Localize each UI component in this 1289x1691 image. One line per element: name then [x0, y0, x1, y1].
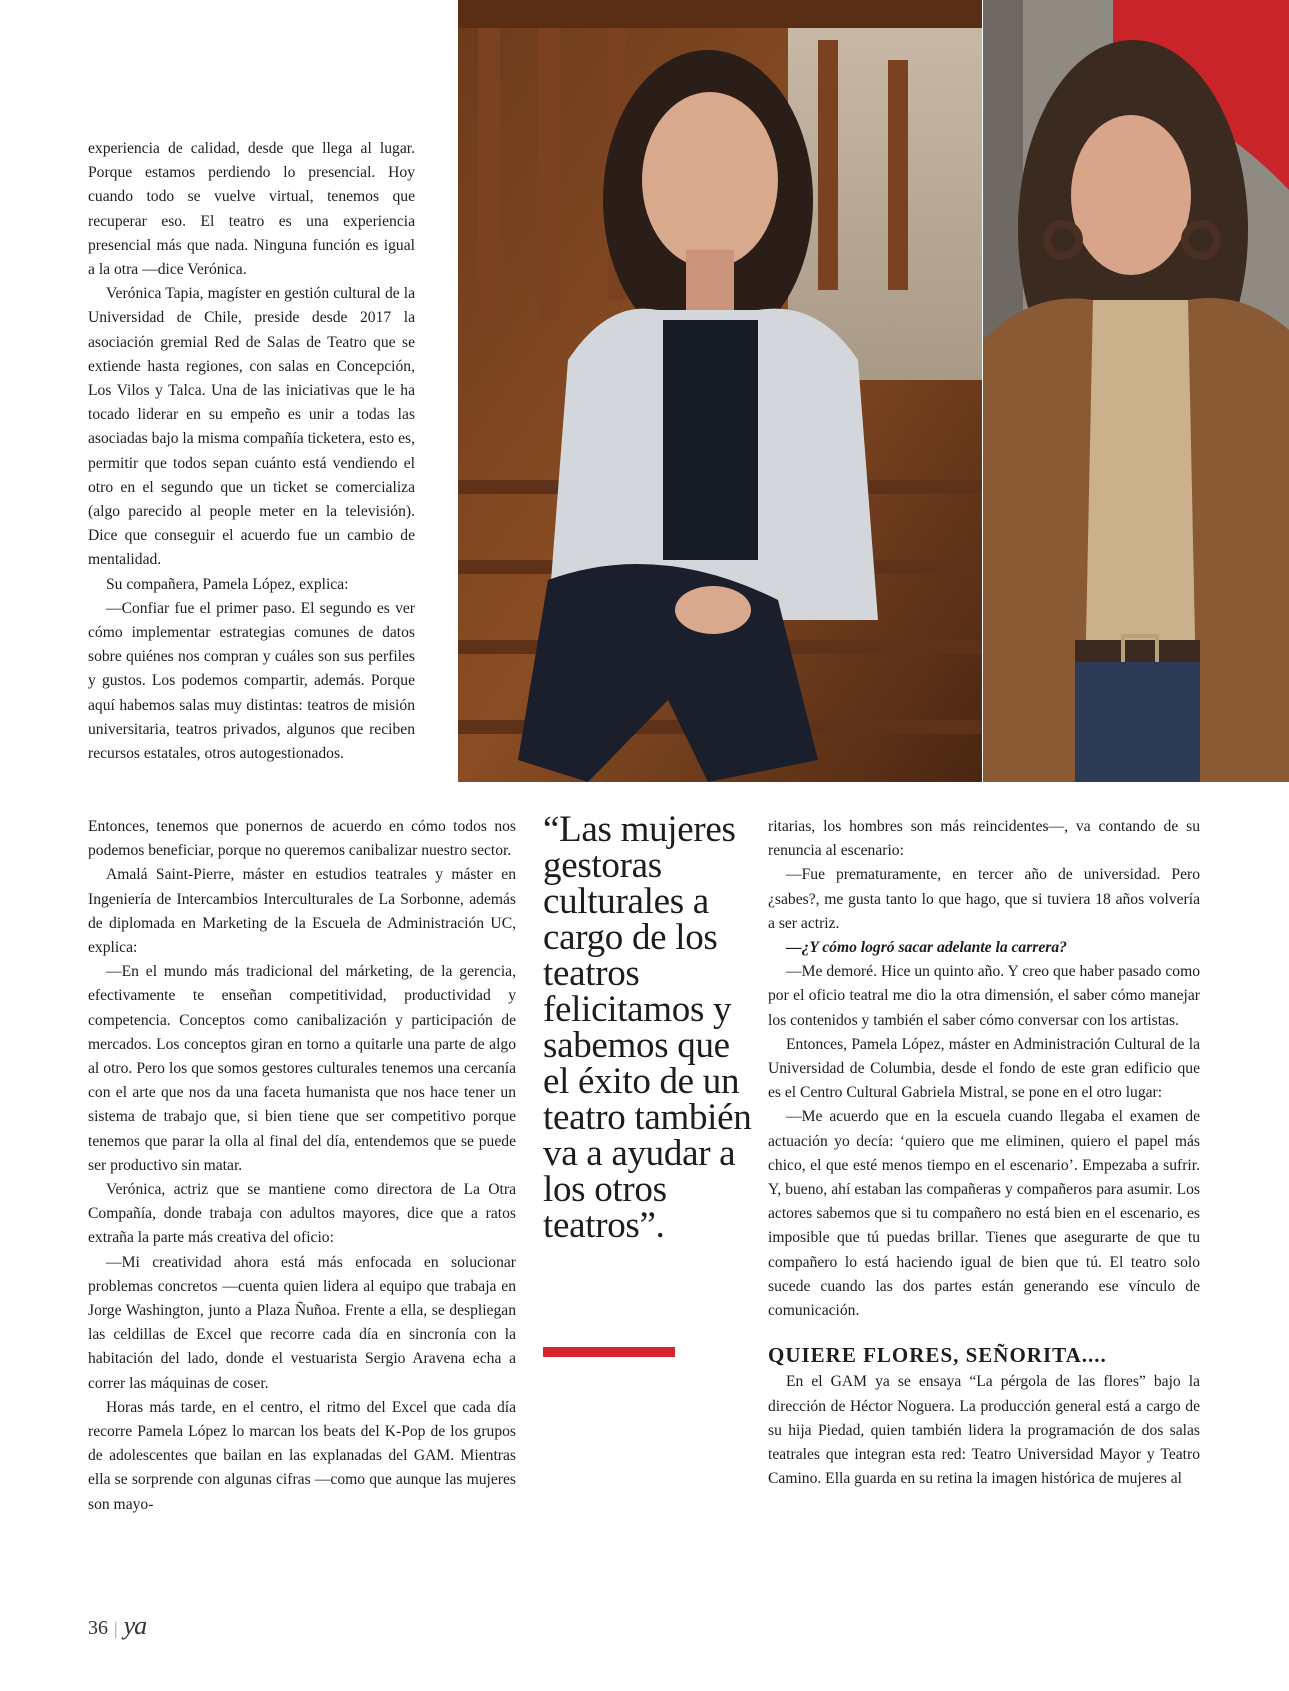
paragraph: Entonces, tenemos que ponernos de acuerdo en cómo todos nos podemos beneficiar, porque no queremos canibalizar nuestro sector.: [88, 818, 516, 860]
paragraph: En el GAM ya se ensaya “La pérgola de las flores” bajo la dirección de Héctor Noguera. La producción general está a cargo de su hija Piedad, quien también lidera la programación de dos salas teatrales que integran esta red: Teatro Universidad Mayor y Teatro Camino. Ella guarda en su retina la imagen histórica de mujeres al: [768, 1373, 1200, 1488]
article-column-left-bottom: [88, 815, 516, 1517]
paragraph: experiencia de calidad, desde que llega al lugar. Porque estamos perdiendo lo presencial. Hoy cuando todo se vuelve virtual, tenemos que recuperar eso. El teatro es una experiencia presencial más que nada. Ninguna función es igual a la otra —dice Verónica.: [88, 140, 415, 279]
paragraph: —Me demoré. Hice un quinto año. Y creo que haber pasado como por el oficio teatral me dio la otra dimensión, el saber cómo manejar los contenidos y también el saber cómo conversar con los artistas.: [768, 963, 1200, 1029]
article-column-right: [768, 815, 1200, 1491]
photo-woman-on-stairs-image: [458, 0, 982, 782]
paragraph: Amalá Saint-Pierre, máster en estudios teatrales y máster en Ingeniería de Intercambios Interculturales de La Sorbonne, además de diplomada en Marketing de la Escuela de Administración UC, explica:: [88, 866, 516, 957]
section-heading: QUIERE FLORES, SEÑORITA....: [768, 1343, 1107, 1368]
paragraph: —Fue prematuramente, en tercer año de universidad. Pero ¿sabes?, me gusta tanto lo que hago, que si tuviera 18 años volvería a ser actriz.: [768, 866, 1200, 932]
photo-woman-on-stairs: [458, 0, 982, 782]
paragraph: —En el mundo más tradicional del márketing, de la gerencia, efectivamente te enseñan competitividad, productividad y competencia. Conceptos como canibalización y participación de mercados. Los conceptos giran en torno a quitarle una parte de algo al otro. Pero los que somos gestores culturales tenemos una cercanía con el arte que nos da una faceta humanista que nos hace tener un sistema de trabajo que, si bien tiene que ser competitivo porque tenemos que parar la olla al final del día, entendemos que se puede ser productivo sin matar.: [88, 963, 516, 1174]
photo-woman-in-coat: [983, 0, 1289, 782]
page-number: 36: [88, 1617, 108, 1639]
paragraph: ritarias, los hombres son más reincidentes—, va contando de su renuncia al escenario:: [768, 818, 1200, 860]
page-footer: [88, 1611, 146, 1641]
paragraph: Verónica, actriz que se mantiene como directora de La Otra Compañía, donde trabaja con adultos mayores, dice que a ratos extraña la parte más creativa del oficio:: [88, 1181, 516, 1247]
paragraph: Verónica Tapia, magíster en gestión cultural de la Universidad de Chile, preside desde 2017 la asociación gremial Red de Salas de Teatro que se extiende hasta regiones, con salas en Concepción, Los Vilos y Talca. Una de las iniciativas que le ha tocado liderar en su empeño es unir a todas las asociadas bajo la misma compañía ticketera, esto es, permitir que todos sepan cuánto está vendiendo el otro en el segundo que un ticket se comercializa (algo parecido al people meter en la televisión). Dice que conseguir el acuerdo fue un cambio de mentalidad.: [88, 285, 415, 569]
paragraph: Horas más tarde, en el centro, el ritmo del Excel que cada día recorre Pamela López lo marcan los beats del K-Pop de los grupos de adolescentes que bailan en las explanadas del GAM. Mientras ella se sorprende con algunas cifras —como que aunque las mujeres son mayo-: [88, 1398, 516, 1513]
paragraph: —Confiar fue el primer paso. El segundo es ver cómo implementar estrategias comunes de datos sobre quiénes nos compran y cuáles son sus perfiles y gustos. Los podemos compartir, además. Porque aquí habemos salas muy distintas: teatros de misión universitaria, teatros privados, algunos que reciben recursos estatales, otros autogestionados.: [88, 599, 415, 763]
pull-quote-accent-bar: [543, 1347, 675, 1357]
interview-question: —¿Y cómo logró sacar adelante la carrera?: [786, 939, 1067, 957]
photo-woman-in-coat-image: [983, 0, 1289, 782]
footer-separator: |: [114, 1618, 118, 1638]
paragraph: Entonces, Pamela López, máster en Administración Cultural de la Universidad de Columbia, desde el fondo de este gran edificio que es el Centro Cultural Gabriela Mistral, se pone en el otro lugar:: [768, 1035, 1200, 1102]
article-column-left-top: [88, 137, 415, 766]
paragraph: Su compañera, Pamela López, explica:: [106, 575, 349, 593]
pull-quote: “Las mujeres gestoras culturales a cargo de los teatros felicitamos y sabemos que el éxito de un teatro también va a ayudar a los otros teatros”.: [543, 809, 752, 1246]
paragraph: —Me acuerdo que en la escuela cuando llegaba el examen de actuación yo decía: ‘quiero que me eliminen, quiero el papel más chico, el que esté menos tiempo en el escenario’. Empezaba a sufrir. Y, bueno, ahí estaban las compañeras y compañeros para asumir. Los actores sabemos que si tu compañero no está bien en el escenario, es imposible que tú puedas brillar. Tienes que asegurarte de que tu compañero lo está haciendo igual de bien que tú. El teatro solo sucede cuando las dos partes están generando ese vínculo de comunicación.: [768, 1108, 1200, 1320]
magazine-logo: ya: [123, 1611, 147, 1640]
paragraph: —Mi creatividad ahora está más enfocada en solucionar problemas concretos —cuenta quien lidera al equipo que trabaja en Jorge Washington, junto a Plaza Ñuñoa. Frente a ella, se despliegan las celdillas de Excel que recorre cada día en sincronía con la habitación del lado, donde el vestuarista Sergio Aravena echa a correr las máquinas de coser.: [88, 1253, 516, 1392]
